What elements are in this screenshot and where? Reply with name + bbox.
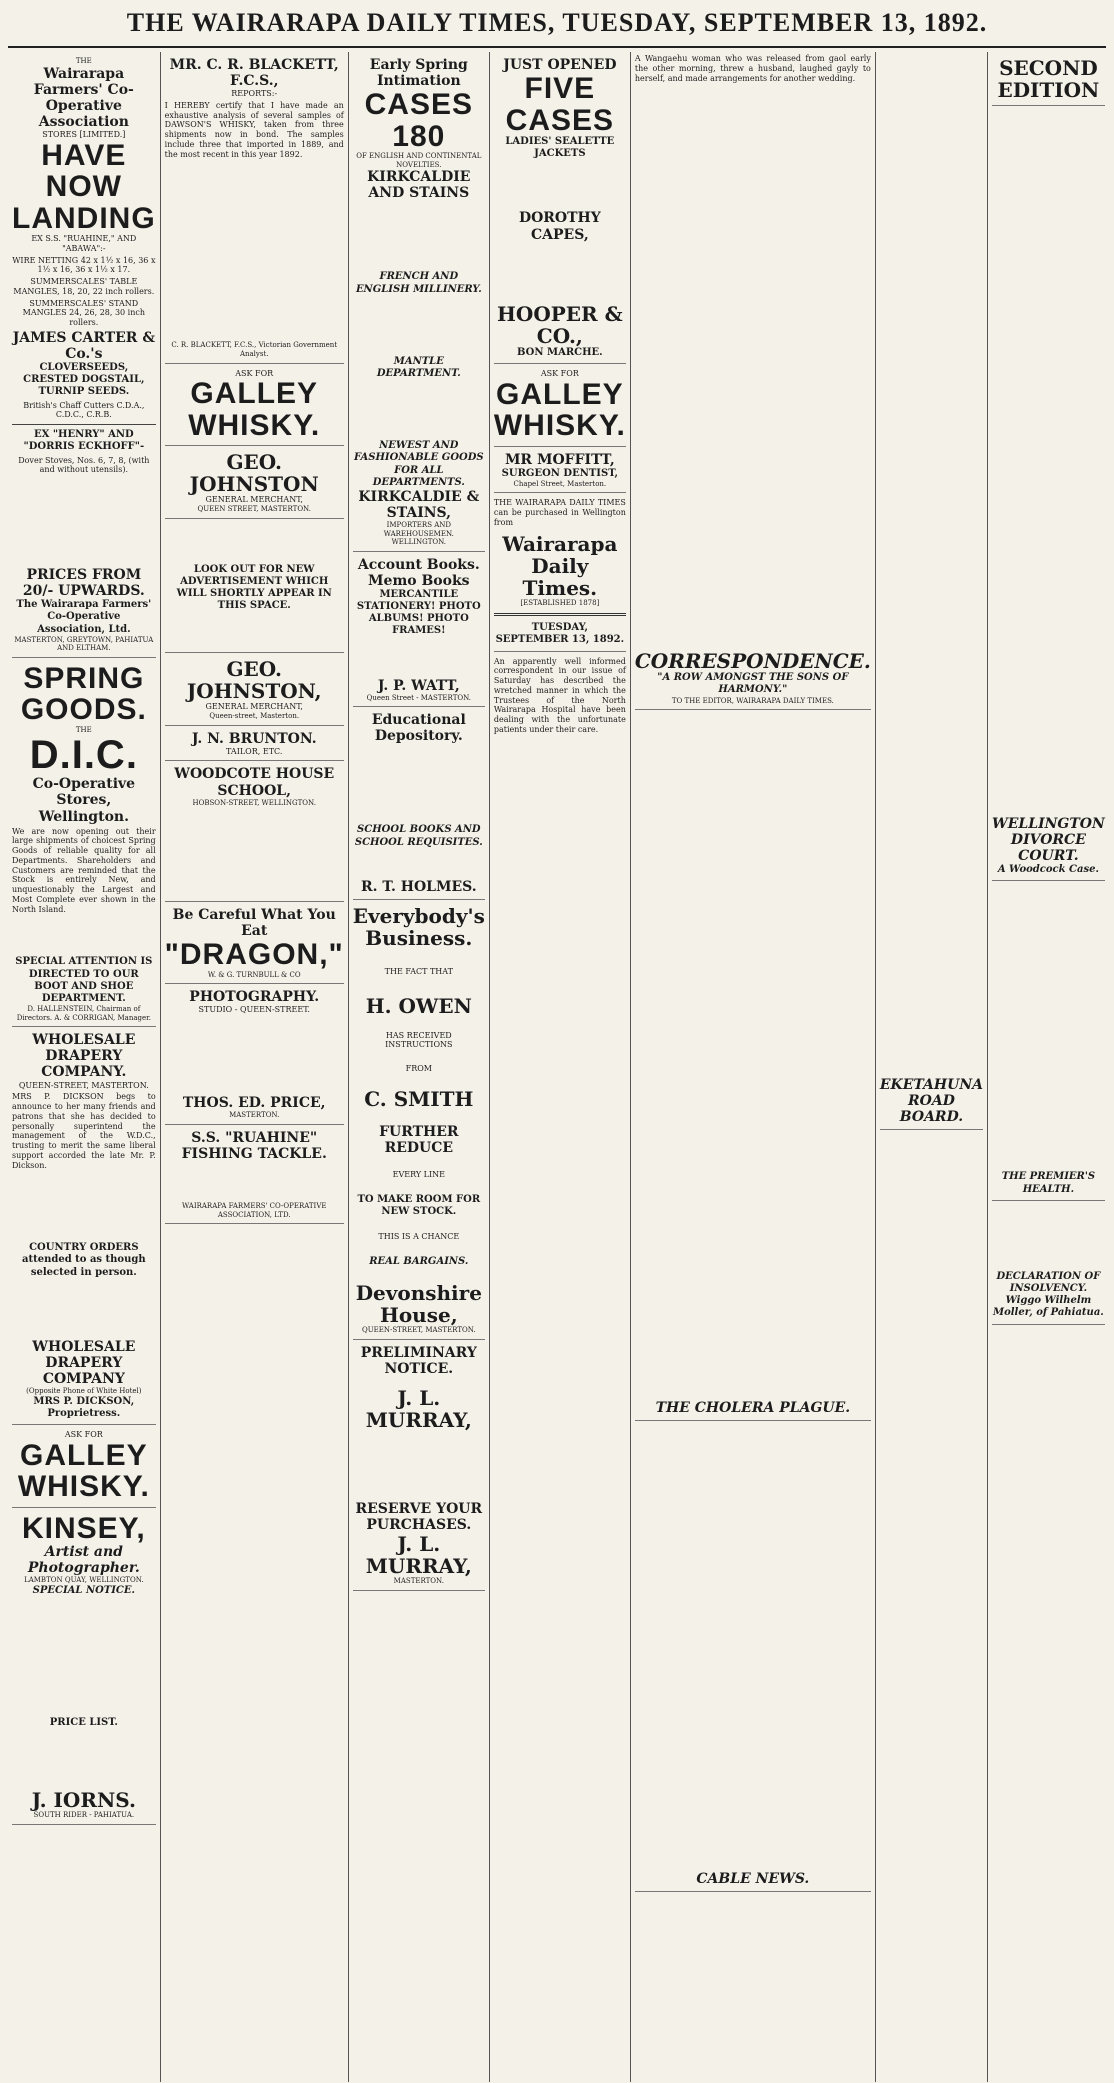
divorce-title: WELLINGTON DIVORCE COURT. (992, 816, 1105, 865)
chance-line: THIS IS A CHANCE (378, 1232, 460, 1242)
farmers-assoc-ad (12, 57, 156, 658)
account-books: Account Books. Memo Books (357, 556, 480, 589)
dic-full: Co-Operative Stores, Wellington. (32, 776, 136, 825)
johnston-title: GEO. JOHNSTON (189, 450, 319, 497)
just-opened: JUST OPENED (503, 57, 617, 73)
everybody-title: Everybody's Business. (352, 903, 485, 950)
premier-title: THE PREMIER'S HEALTH. (1001, 1171, 1096, 1195)
assoc-ltd: The Wairarapa Farmers' Co-Operative Association, Ltd. (16, 599, 152, 635)
dic-managers: D. HALLENSTEIN, Chairman of Directors. A. & CORRIGAN, Manager. (16, 1005, 151, 1022)
bon-marche: BON MARCHE. (517, 346, 603, 358)
mercantile: MERCANTILE STATIONERY! PHOTO ALBUMS! PHOTO FRAMES! (356, 588, 481, 637)
edu-depository: Educational Depository. (371, 712, 466, 745)
photo-studio: STUDIO - QUEEN-STREET. (198, 1005, 310, 1015)
hooper-title: HOOPER & CO., (497, 301, 623, 348)
johnston-address-2: Queen-street, Masterton. (209, 712, 300, 721)
paper-masthead (494, 533, 626, 652)
column-2 (161, 52, 349, 2082)
assoc-places: MASTERTON, GREYTOWN, PAHIATUA AND ELTHAM. (14, 635, 154, 653)
dragon-ad (165, 907, 344, 984)
johnston-ad (165, 451, 344, 518)
johnston-ad-2 (165, 658, 344, 725)
turnbull: W. & G. TURNBULL & CO (207, 970, 301, 979)
label-the: THE (75, 57, 92, 65)
wdc-title: WHOLESALE DRAPERY COMPANY. (32, 1032, 136, 1081)
dic-title: D.I.C. (29, 733, 138, 778)
blackett-sig: C. R. BLACKETT, F.C.S., Victorian Government Analyst. (171, 341, 338, 358)
johnston-general: GENERAL MERCHANT, (205, 495, 303, 505)
murray-title: J. L. MURRAY, (365, 1385, 472, 1432)
johnston-general-2: GENERAL MERCHANT, (205, 702, 303, 712)
iorns-address: SOUTH RIDER - PAHIATUA. (33, 1811, 135, 1820)
owen-name: H. OWEN (365, 993, 472, 1018)
blackett-reports: REPORTS:- (231, 89, 278, 99)
column-7 (988, 52, 1109, 2082)
thos-price: THOS. ED. PRICE, (182, 1095, 326, 1112)
brunton-sub: TAILOR, ETC. (226, 746, 283, 756)
watt-title: J. P. WATT, (377, 677, 460, 694)
dic-ad (12, 663, 156, 1027)
country-orders: COUNTRY ORDERS attended to as though selected in person. (22, 1242, 146, 1278)
henry-line: EX "HENRY" AND "DORRIS ECKHOFF"- (23, 429, 145, 453)
ruahine-ad (165, 1130, 344, 1224)
cholera (635, 1400, 871, 1421)
to-editor: TO THE EDITOR, WAIRARAPA DAILY TIMES. (671, 696, 834, 705)
column-4 (490, 52, 631, 2082)
corr-title: CORRESPONDENCE. (634, 649, 871, 674)
woodcote-ad (165, 766, 344, 902)
cable-news (635, 1871, 871, 1892)
devon-house: Devonshire House, (355, 1281, 482, 1328)
corr-sub: "A ROW AMONGST THE SONS OF HARMONY." (657, 672, 849, 696)
moffitt-surgeon: SURGEON DENTIST, (501, 467, 619, 479)
label-the-2: THE (75, 725, 92, 734)
kirk-importers: IMPORTERS AND WAREHOUSEMEN. (383, 521, 454, 538)
newspaper-columns (8, 52, 1106, 2082)
second-title: SECOND EDITION (997, 56, 1100, 102)
wdc-body: MRS P. DICKSON begs to announce to her many friends and patrons that she has decided to personally superintend the management of the W.D.C., trusting to merit the same liberal support accorded the late Mr. P. Dickson. (12, 1092, 156, 1170)
wdc-address: QUEEN-STREET, MASTERTON. (18, 1080, 149, 1090)
galley-ad-1 (12, 1430, 156, 1508)
kirk-title: KIRKCALDIE AND STAINS (367, 169, 471, 202)
iorns: J. IORNS. (31, 1788, 136, 1813)
five-cases: FIVE CASES (505, 72, 615, 137)
moffitt-ad (494, 452, 626, 494)
correspondence (635, 650, 871, 710)
thos-masterton: MASTERTON. (229, 1111, 280, 1120)
dorothy-capes: DOROTHY CAPES, (518, 210, 601, 243)
every-line: EVERY LINE (392, 1170, 445, 1180)
price-list: PRICE LIST. (49, 1717, 118, 1729)
woodcote-address: HOBSON-STREET, WELLINGTON. (192, 798, 316, 807)
holmes-title: R. T. HOLMES. (360, 878, 477, 895)
paper-title: Wairarapa Daily Times. (502, 531, 618, 600)
photo-ad (165, 989, 344, 1124)
times-note: THE WAIRARAPA DAILY TIMES can be purchased in Wellington from (493, 498, 626, 527)
instructions-line: HAS RECEIVED INSTRUCTIONS (385, 1030, 453, 1050)
lookout-ad (165, 524, 344, 654)
moffitt-address: Chapel Street, Masterton. (513, 479, 607, 488)
divorce-court (992, 816, 1105, 881)
assoc-title: Wairarapa Farmers' Co-Operative Association (33, 65, 134, 130)
blackett-title: MR. C. R. BLACKETT, F.C.S., (169, 57, 339, 90)
have-now-landing: HAVE NOW LANDING (12, 138, 156, 235)
murray-title-2: J. L. MURRAY, (365, 1532, 472, 1579)
wdc-prop: MRS P. DICKSON, Proprietress. (33, 1395, 135, 1419)
bargains-line: REAL BARGAINS. (369, 1256, 469, 1267)
masthead: THE WAIRARAPA DAILY TIMES, TUESDAY, SEPTEMBER 13, 1892. (8, 0, 1106, 48)
brunton-title: J. N. BRUNTON. (191, 730, 317, 747)
kirk-title-2: KIRKCALDIE & STAINS, (358, 488, 480, 522)
wdc-ad (12, 1032, 156, 1425)
owen-ad (353, 905, 485, 1340)
galley-ad-3 (494, 369, 626, 447)
wire-netting: WIRE NETTING 42 x 1½ x 16, 36 x 1½ x 16, 36 x 1½ x 17. (12, 255, 156, 275)
second-edition (992, 57, 1105, 106)
column-3 (349, 52, 490, 2082)
newest-goods: NEWEST AND FASHIONABLE GOODS FOR ALL DEPARTMENTS. (353, 440, 484, 488)
dragon-title: "DRAGON," (164, 938, 344, 972)
mantle-dept: MANTLE DEPARTMENT. (376, 355, 461, 379)
prices-line: PRICES FROM 20/- UPWARDS. (22, 567, 145, 600)
paper-est: [ESTABLISHED 1878] (520, 598, 600, 607)
assoc-stores: STORES [LIMITED.] (42, 129, 126, 139)
kirk-wellington: WELLINGTON. (391, 538, 447, 547)
kinsey-title: KINSEY, (21, 1511, 146, 1545)
french-millinery: FRENCH AND ENGLISH MILLINERY. (355, 271, 482, 295)
summer-stand: SUMMERSCALES' STAND MANGLES 24, 26, 28, 30 inch rollers. (22, 298, 146, 328)
watt-address: Queen Street - MASTERTON. (366, 693, 471, 702)
report-body: I HEREBY certify that I have made an exhaustive analysis of several samples of DAWSON'S WHISKY, taken from three shipments now in bond. The samples include three that imported in 1889, and the most recent in this year 1892. (164, 100, 344, 159)
ruahine-farmers: WAIRARAPA FARMERS' CO-OPERATIVE ASSOCIATION, LTD. (181, 1202, 327, 1219)
ask-for-3: ASK FOR (540, 368, 579, 378)
galley-whisky: GALLEY WHISKY. (17, 1438, 150, 1504)
dover-stoves: Dover Stoves, Nos. 6, 7, 8, (with and without utensils). (18, 455, 150, 475)
special-notice: SPECIAL NOTICE. (32, 1584, 135, 1596)
moffitt-title: MR MOFFITT, (504, 451, 615, 468)
column-6 (876, 52, 988, 2082)
careful-title: Be Careful What You Eat (172, 907, 336, 940)
editorial-lead: An apparently well informed correspondent in our issue of Saturday has described the wretched manner in which the Trustees of the North Wairarapa Hospital have been dealing with the unfortunate patients under their care. (493, 656, 626, 734)
johnston-address: QUEEN STREET, MASTERTON. (197, 505, 311, 513)
woodcote-title: WOODCOTE HOUSE SCHOOL, (174, 766, 335, 799)
paper-date: TUESDAY, SEPTEMBER 13, 1892. (495, 622, 625, 646)
ladies-jackets: LADIES' SEALETTE JACKETS (505, 136, 615, 160)
spring-goods: SPRING GOODS. (20, 661, 147, 727)
woodcock-case: A Woodcock Case. (997, 864, 1099, 876)
fact-line: THE FACT THAT (384, 966, 453, 976)
moller-name: Wiggo Wilhelm Moller, of Pahiatua. (993, 1295, 1104, 1319)
summer-table: SUMMERSCALES' TABLE MANGLES, 18, 20, 22 inch rollers. (13, 277, 155, 296)
blackett-ad (165, 57, 344, 364)
premier-health (992, 1171, 1105, 1200)
ruahine-title: S.S. "RUAHINE" (191, 1129, 318, 1146)
kinsey-address: LAMBTON QUAY, WELLINGTON. (24, 1576, 144, 1585)
murray-ad (353, 1345, 485, 1591)
galley-whisky-2: GALLEY WHISKY. (188, 377, 321, 442)
johnston-title-2: GEO. JOHNSTON, (186, 657, 322, 704)
seeds-line: CLOVERSEEDS, CRESTED DOGSTAIL, TURNIP SEEDS. (23, 362, 145, 398)
ships-line: EX S.S. "RUAHINE," AND "ABAWA":- (31, 234, 137, 253)
brunton-ad (165, 731, 344, 762)
devon-address: QUEEN-STREET, MASTERTON. (361, 1326, 476, 1335)
ask-for: ASK FOR (64, 1430, 103, 1439)
from-line: FROM (405, 1064, 432, 1074)
eketahuna (880, 1077, 983, 1130)
galley-whisky-3: GALLEY WHISKY. (493, 377, 626, 443)
insolvency-title: DECLARATION OF INSOLVENCY. (996, 1270, 1101, 1295)
lookout-text: LOOK OUT FOR NEW ADVERTISEMENT WHICH WILL SHORTLY APPEAR IN THIS SPACE. (176, 563, 332, 612)
reduce-line: FURTHER REDUCE (379, 1123, 459, 1157)
fishing-tackle: FISHING TACKLE. (181, 1145, 327, 1162)
watt-ad (353, 557, 485, 708)
column-5 (631, 52, 876, 2082)
dic-body: We are now opening out their large shipments of choicest Spring Goods of reliable quality for all Departments. Shareholders and Customers are reminded that the Stock is entirely New, and unquestionably the Largest and Most Complete ever shown in the North Island. (12, 826, 156, 914)
carter-title: JAMES CARTER & Co.'s (12, 329, 155, 362)
column-1 (8, 52, 161, 2082)
holmes-ad (353, 712, 485, 900)
galley-ad-2 (165, 369, 344, 447)
ask-for-2: ASK FOR (235, 368, 274, 378)
british-chaff: British's Chaff Cutters C.D.A., C.D.C., C.R.B. (23, 400, 145, 420)
smith-name: C. SMITH (364, 1086, 474, 1111)
cable-title: CABLE NEWS. (696, 1871, 810, 1888)
cases-180: CASES 180 (364, 88, 473, 153)
wdc-sub: (Opposite Phone of White Hotel) (26, 1387, 142, 1396)
photo-title: PHOTOGRAPHY. (189, 989, 320, 1006)
cholera-title: THE CHOLERA PLAGUE. (655, 1400, 851, 1417)
kinsey-sub: Artist and Photographer. (27, 1544, 140, 1577)
wdc-title-2: WHOLESALE DRAPERY COMPANY (32, 1338, 136, 1387)
novelties: OF ENGLISH AND CONTINENTAL NOVELTIES. (356, 152, 482, 169)
murray-masterton: MASTERTON. (393, 1577, 444, 1586)
early-spring: Early Spring Intimation (369, 57, 468, 90)
kirkcaldie-ad (353, 57, 485, 552)
prelim-notice: PRELIMINARY NOTICE. (360, 1344, 477, 1377)
reserve-line: RESERVE YOUR PURCHASES. (355, 1500, 483, 1533)
school-books: SCHOOL BOOKS AND SCHOOL REQUISITES. (354, 824, 483, 848)
insolvency (992, 1271, 1105, 1325)
hooper-ad (494, 57, 626, 364)
room-line: TO MAKE ROOM FOR NEW STOCK. (357, 1193, 481, 1218)
special-attention: SPECIAL ATTENTION IS DIRECTED TO OUR BOOT AND SHOE DEPARTMENT. (15, 956, 153, 1004)
eketahuna-title: EKETAHUNA ROAD BOARD. (879, 1077, 983, 1126)
col5-lead: A Wangaehu woman who was released from gaol early the other morning, threw a husband, laughed gayly to herself, and made arrangements for another wedding. (634, 54, 871, 83)
kinsey-ad (12, 1513, 156, 1825)
